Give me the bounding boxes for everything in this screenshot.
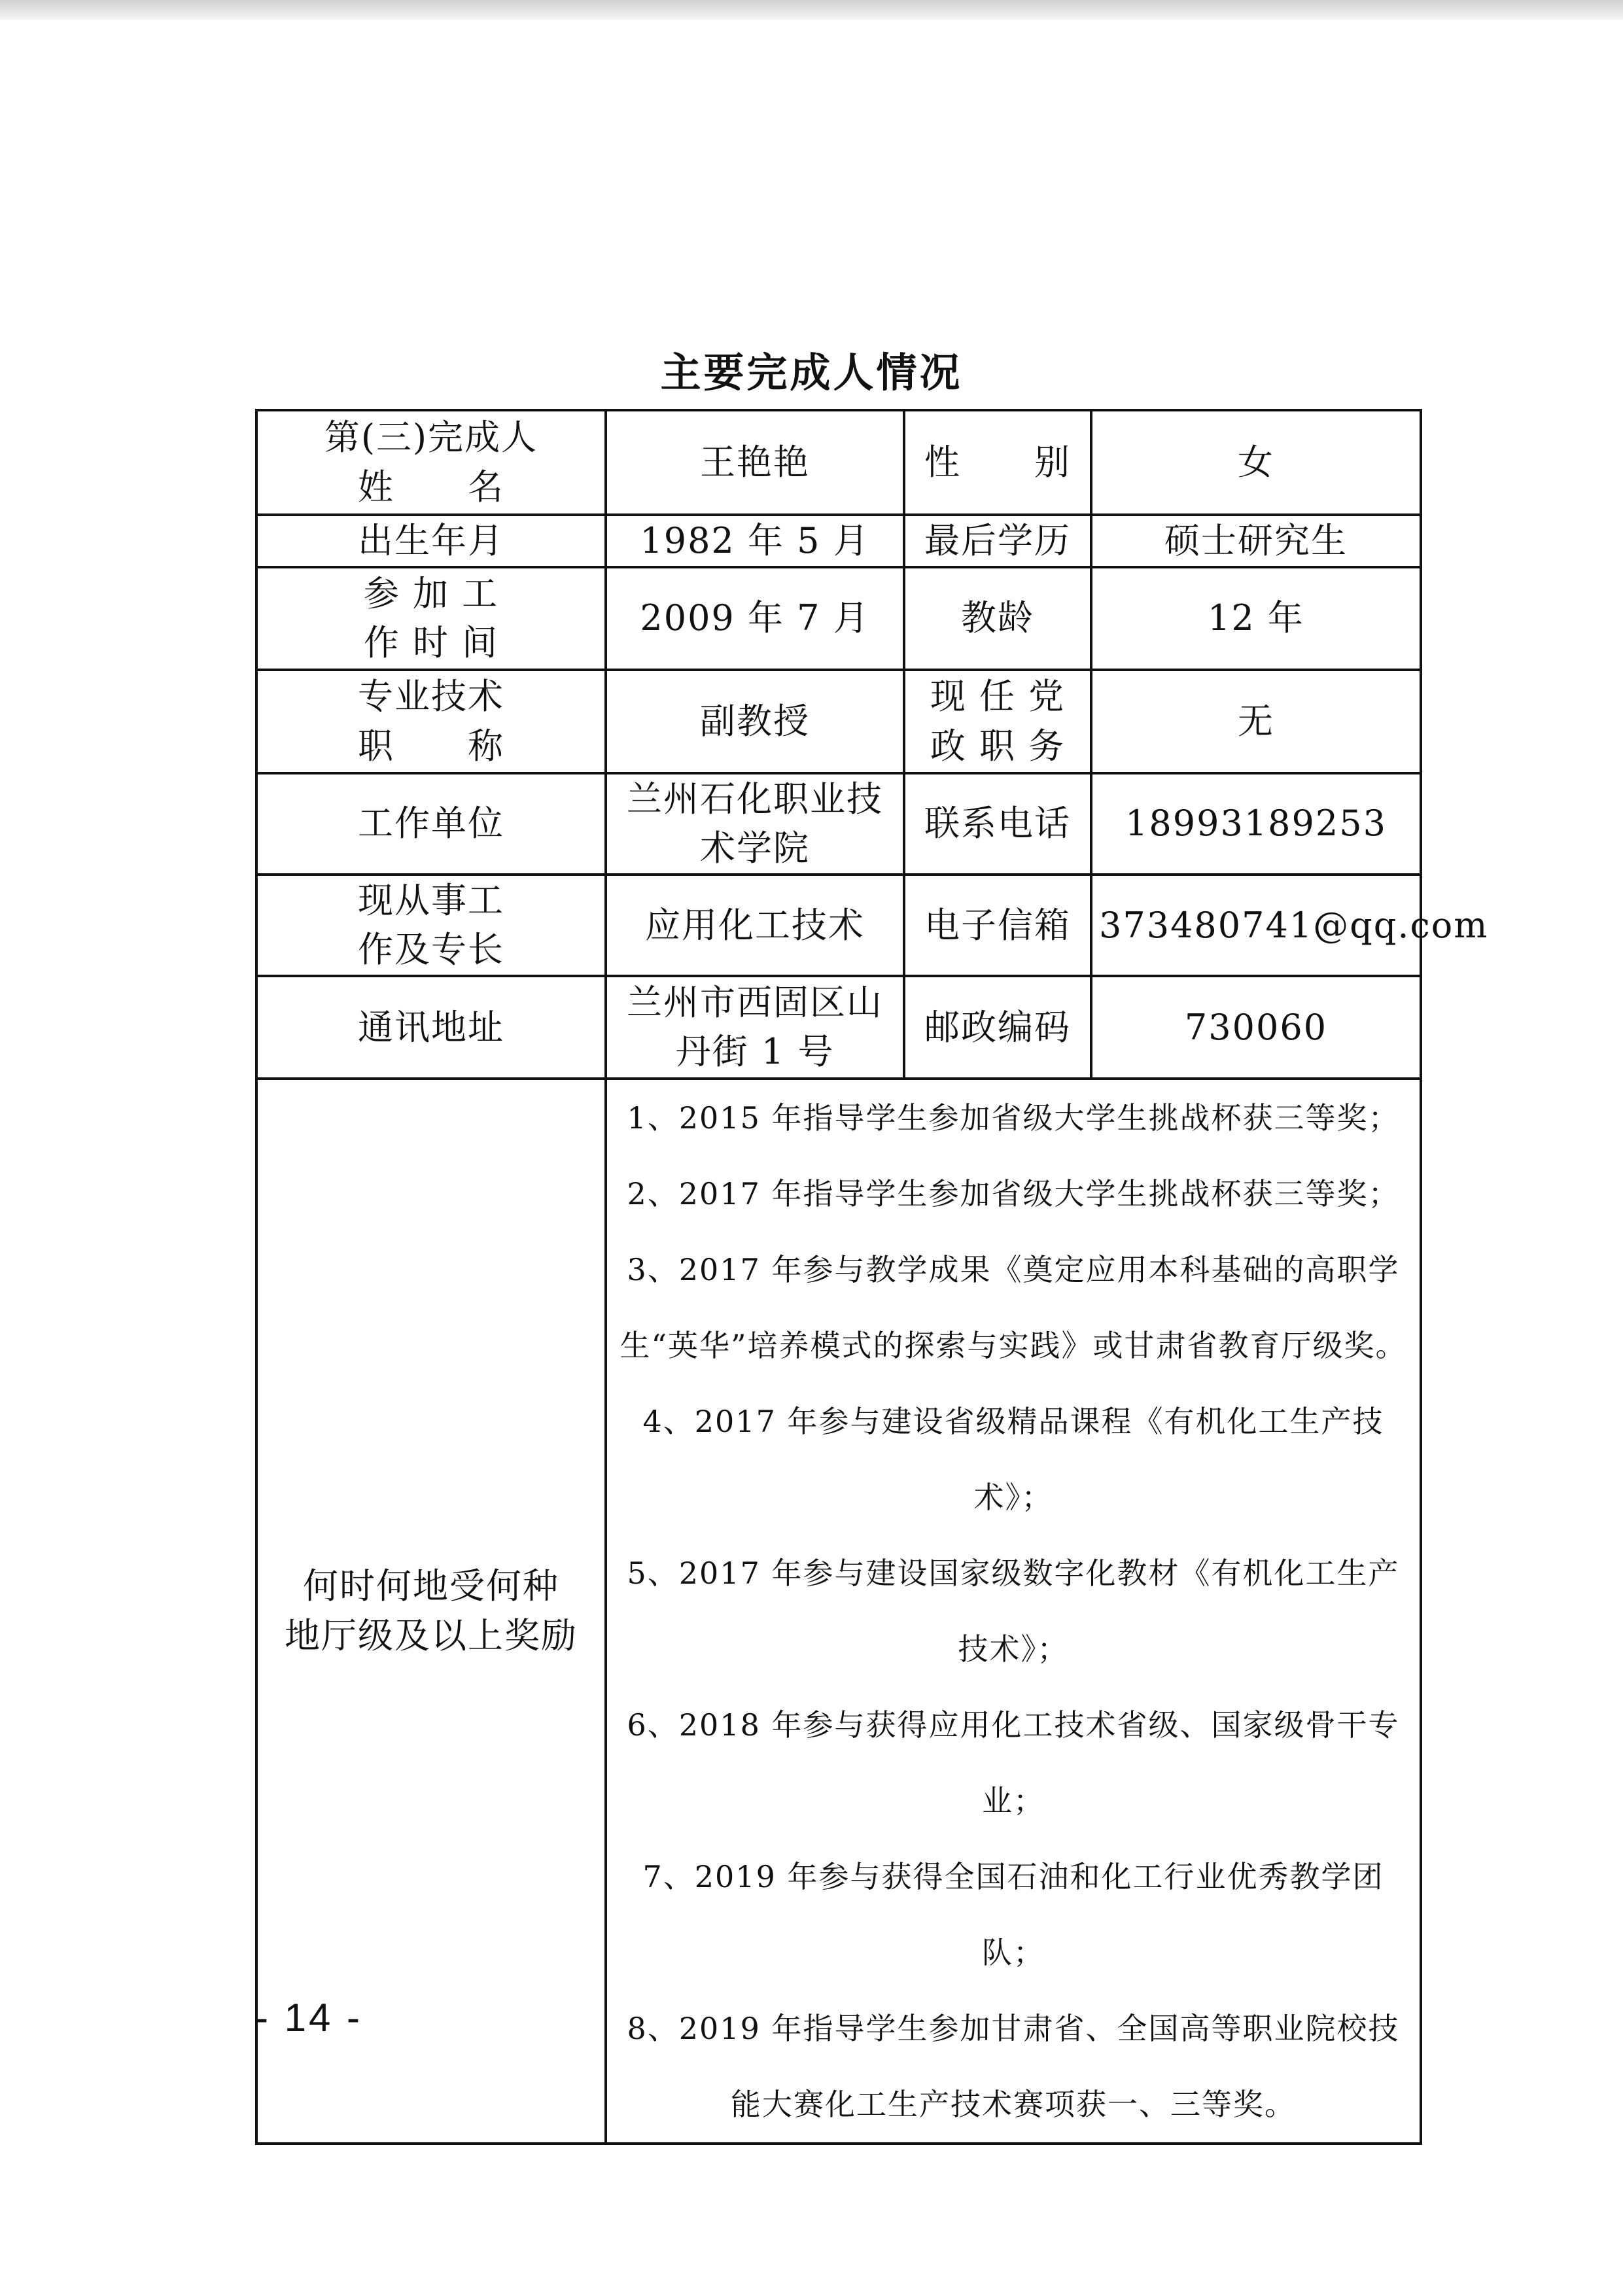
label-cell: 教龄 bbox=[904, 567, 1091, 670]
label-cell: 通讯地址 bbox=[256, 976, 606, 1079]
scan-edge bbox=[0, 0, 1623, 20]
label-text: 现 任 党 bbox=[930, 676, 1066, 717]
page-number: - 14 - bbox=[255, 1996, 363, 2040]
label-text: 职 称 bbox=[358, 725, 504, 767]
label-cell bbox=[904, 670, 1091, 773]
label-cell: 联系电话 bbox=[904, 773, 1091, 875]
value-cell: 1982 年 5 月 bbox=[606, 515, 904, 567]
value-cell: 373480741@qq.com bbox=[1091, 875, 1421, 976]
award-item: 7、2019 年参与获得全国石油和化工行业优秀教学团队； bbox=[642, 1858, 1384, 1970]
label-text: 作及专长 bbox=[358, 929, 504, 971]
label-cell bbox=[256, 875, 606, 976]
label-cell bbox=[256, 410, 606, 515]
table-row bbox=[256, 410, 1421, 515]
value-cell: 730060 bbox=[1091, 976, 1421, 1079]
value-cell: 副教授 bbox=[606, 670, 904, 773]
label-text: 专业技术 bbox=[358, 676, 504, 717]
table-row bbox=[256, 670, 1421, 773]
value-text: 丹街 1 号 bbox=[675, 1031, 835, 1073]
value-text: 兰州石化职业技 bbox=[627, 778, 883, 820]
label-cell: 邮政编码 bbox=[904, 976, 1091, 1079]
value-cell: 2009 年 7 月 bbox=[606, 567, 904, 670]
table-row bbox=[256, 875, 1421, 976]
table-row bbox=[256, 515, 1421, 567]
awards-label-text: 地厅级及以上奖励 bbox=[285, 1614, 578, 1656]
award-item: 3、2017 年参与教学成果《奠定应用本科基础的高职学生“英华”培养模式的探索与实践》或甘肃省教育厅级奖。 bbox=[620, 1251, 1407, 1363]
awards-label-text: 何时何地受何种 bbox=[303, 1565, 559, 1607]
label-text: 作 时 间 bbox=[363, 622, 499, 664]
info-table bbox=[255, 409, 1489, 2145]
value-cell bbox=[606, 773, 904, 875]
table-row bbox=[256, 976, 1421, 1079]
label-text: 第(三)完成人 bbox=[324, 417, 538, 459]
label-cell bbox=[256, 567, 606, 670]
label-text: 现从事工 bbox=[358, 879, 504, 921]
label-text: 姓 名 bbox=[358, 466, 504, 508]
label-cell: 性 别 bbox=[904, 410, 1091, 515]
page-title: 主要完成人情况 bbox=[660, 349, 963, 396]
label-cell bbox=[256, 670, 606, 773]
table-row-awards bbox=[256, 1079, 1421, 2144]
value-cell: 硕士研究生 bbox=[1091, 515, 1421, 567]
label-cell: 工作单位 bbox=[256, 773, 606, 875]
award-item: 5、2017 年参与建设国家级数字化教材《有机化工生产技术》； bbox=[627, 1555, 1400, 1667]
value-text: 术学院 bbox=[700, 827, 810, 869]
award-item: 1、2015 年指导学生参加省级大学生挑战杯获三等奖； bbox=[627, 1100, 1400, 1136]
value-cell: 应用化工技术 bbox=[606, 875, 904, 976]
award-item: 6、2018 年参与获得应用化工技术省级、国家级骨干专业； bbox=[627, 1707, 1400, 1818]
label-cell: 电子信箱 bbox=[904, 875, 1091, 976]
label-text: 参 加 工 bbox=[363, 572, 499, 614]
awards-list bbox=[606, 1079, 1421, 2144]
value-cell: 女 bbox=[1091, 410, 1421, 515]
value-cell: 18993189253 bbox=[1091, 773, 1421, 875]
value-cell: 无 bbox=[1091, 670, 1421, 773]
value-cell: 12 年 bbox=[1091, 567, 1421, 670]
value-cell bbox=[606, 976, 904, 1079]
label-text: 政 职 务 bbox=[930, 725, 1066, 767]
value-cell: 王艳艳 bbox=[606, 410, 904, 515]
label-cell: 最后学历 bbox=[904, 515, 1091, 567]
value-text: 兰州市西固区山 bbox=[627, 981, 883, 1023]
label-cell: 出生年月 bbox=[256, 515, 606, 567]
table-row bbox=[256, 773, 1421, 875]
award-item: 4、2017 年参与建设省级精品课程《有机化工生产技术》； bbox=[642, 1403, 1384, 1515]
awards-label-cell bbox=[256, 1079, 606, 2144]
award-item: 2、2017 年指导学生参加省级大学生挑战杯获三等奖； bbox=[627, 1175, 1400, 1211]
award-item: 8、2019 年指导学生参加甘肃省、全国高等职业院校技能大赛化工生产技术赛项获一、三等奖。 bbox=[627, 2010, 1400, 2122]
table-row bbox=[256, 567, 1421, 670]
